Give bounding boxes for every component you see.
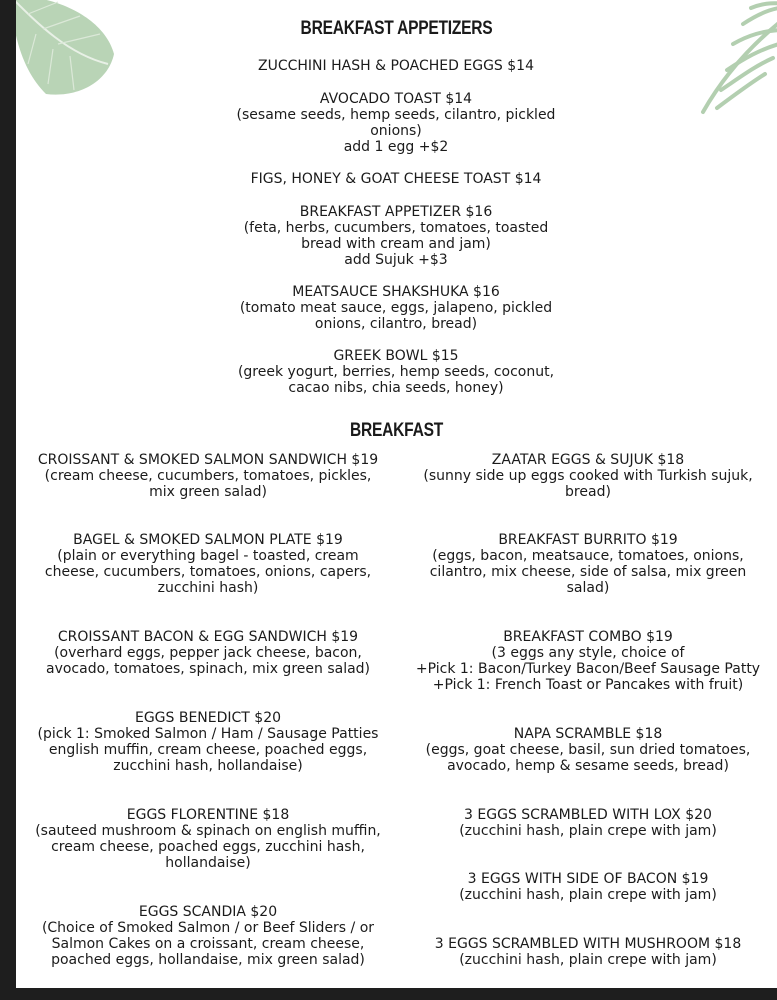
menu-item-eggs-florentine <box>18 807 398 871</box>
item-line: AVOCADO TOAST $14 <box>319 91 473 107</box>
menu-item-shakshuka <box>206 284 586 332</box>
item-line: (sesame seeds, hemp seeds, cilantro, pickled <box>236 107 556 123</box>
item-line: avocado, hemp & sesame seeds, bread) <box>447 758 729 774</box>
menu-item-zaatar-eggs <box>398 452 777 500</box>
item-line: (3 eggs any style, choice of <box>491 645 685 661</box>
menu-item-napa-scramble <box>398 726 777 774</box>
menu-item-greek-bowl <box>206 348 586 396</box>
item-line: add 1 egg +$2 <box>343 139 449 155</box>
item-line: BAGEL & SMOKED SALMON PLATE $19 <box>73 532 343 548</box>
menu-item-breakfast-combo <box>398 629 777 693</box>
item-line: cheese, cucumbers, tomatoes, onions, capers, <box>44 564 372 580</box>
item-line: bread with cream and jam) <box>301 236 491 252</box>
item-line: ZUCCHINI HASH & POACHED EGGS $14 <box>258 58 534 74</box>
item-line: (eggs, bacon, meatsauce, tomatoes, onions, <box>432 548 744 564</box>
item-line: cilantro, mix cheese, side of salsa, mix green <box>429 564 747 580</box>
item-line: (sunny side up eggs cooked with Turkish sujuk, <box>423 468 753 484</box>
menu-item-croissant-bacon <box>18 629 398 677</box>
item-line: (tomato meat sauce, eggs, jalapeno, pickled <box>239 300 553 316</box>
menu-item-eggs-scandia <box>18 904 398 968</box>
item-line: CROISSANT BACON & EGG SANDWICH $19 <box>57 629 359 645</box>
item-line: salad) <box>566 580 610 596</box>
item-line: ZAATAR EGGS & SUJUK $18 <box>491 452 685 468</box>
item-line: onions) <box>370 123 422 139</box>
menu-item-avocado-toast <box>206 91 586 155</box>
item-line: 3 EGGS SCRAMBLED WITH MUSHROOM $18 <box>434 936 742 952</box>
item-line: BREAKFAST COMBO $19 <box>503 629 673 645</box>
item-line: (plain or everything bagel - toasted, cream <box>57 548 359 564</box>
item-line: EGGS FLORENTINE $18 <box>126 807 290 823</box>
item-line: mix green salad) <box>149 484 267 500</box>
leaf-decoration-left <box>16 0 118 104</box>
item-line: 3 EGGS WITH SIDE OF BACON $19 <box>467 871 709 887</box>
item-line: CROISSANT & SMOKED SALMON SANDWICH $19 <box>37 452 379 468</box>
item-line: (cream cheese, cucumbers, tomatoes, pickles, <box>44 468 372 484</box>
menu-item-breakfast-appetizer <box>206 204 586 268</box>
item-line: onions, cilantro, bread) <box>314 316 478 332</box>
menu-page <box>16 0 777 988</box>
menu-item-croissant-salmon <box>18 452 398 500</box>
item-line: (greek yogurt, berries, hemp seeds, coconut, <box>237 364 555 380</box>
item-line: (sauteed mushroom & spinach on english muffin, <box>35 823 381 839</box>
item-line: cream cheese, poached eggs, zucchini hash, <box>51 839 365 855</box>
menu-item-breakfast-burrito <box>398 532 777 596</box>
item-line: +Pick 1: Bacon/Turkey Bacon/Beef Sausage Patty <box>415 661 761 677</box>
item-line: EGGS BENEDICT $20 <box>134 710 282 726</box>
item-line: bread) <box>565 484 611 500</box>
item-line: (zucchini hash, plain crepe with jam) <box>459 823 717 839</box>
item-line: (pick 1: Smoked Salmon / Ham / Sausage Patties <box>37 726 379 742</box>
item-line: EGGS SCANDIA $20 <box>138 904 278 920</box>
item-line: (feta, herbs, cucumbers, tomatoes, toasted <box>243 220 549 236</box>
item-line: NAPA SCRAMBLE $18 <box>513 726 663 742</box>
item-line: 3 EGGS SCRAMBLED WITH LOX $20 <box>464 807 712 823</box>
item-line: +Pick 1: French Toast or Pancakes with fruit) <box>432 677 744 693</box>
item-line: FIGS, HONEY & GOAT CHEESE TOAST $14 <box>250 171 542 187</box>
item-line: (Choice of Smoked Salmon / or Beef Sliders / or <box>41 920 375 936</box>
section-title-appetizers: BREAKFAST APPETIZERS <box>300 18 493 39</box>
item-line: (zucchini hash, plain crepe with jam) <box>459 952 717 968</box>
menu-item-eggs-benedict <box>18 710 398 774</box>
item-line: BREAKFAST BURRITO $19 <box>498 532 678 548</box>
menu-item-eggs-lox <box>398 807 777 839</box>
menu-item-eggs-mushroom <box>398 936 777 968</box>
item-line: english muffin, cream cheese, poached eggs, <box>48 742 368 758</box>
item-line: (eggs, goat cheese, basil, sun dried tomatoes, <box>425 742 751 758</box>
item-line: zucchini hash, hollandaise) <box>113 758 303 774</box>
item-line: add Sujuk +$3 <box>344 252 448 268</box>
item-line: (overhard eggs, pepper jack cheese, bacon, <box>54 645 362 661</box>
item-line: zucchini hash) <box>157 580 259 596</box>
item-line: poached eggs, hollandaise, mix green salad) <box>51 952 365 968</box>
item-line: (zucchini hash, plain crepe with jam) <box>459 887 717 903</box>
item-line: BREAKFAST APPETIZER $16 <box>299 204 493 220</box>
menu-item-zucchini-hash <box>206 58 586 74</box>
item-line: MEATSAUCE SHAKSHUKA $16 <box>292 284 500 300</box>
item-line: cacao nibs, chia seeds, honey) <box>288 380 504 396</box>
item-line: GREEK BOWL $15 <box>333 348 459 364</box>
menu-item-eggs-bacon <box>398 871 777 903</box>
item-line: Salmon Cakes on a croissant, cream cheese, <box>51 936 365 952</box>
menu-item-bagel-salmon <box>18 532 398 596</box>
item-line: avocado, tomatoes, spinach, mix green salad) <box>45 661 371 677</box>
menu-item-figs-toast <box>206 171 586 187</box>
section-title-breakfast: BREAKFAST <box>349 420 443 441</box>
item-line: hollandaise) <box>165 855 251 871</box>
